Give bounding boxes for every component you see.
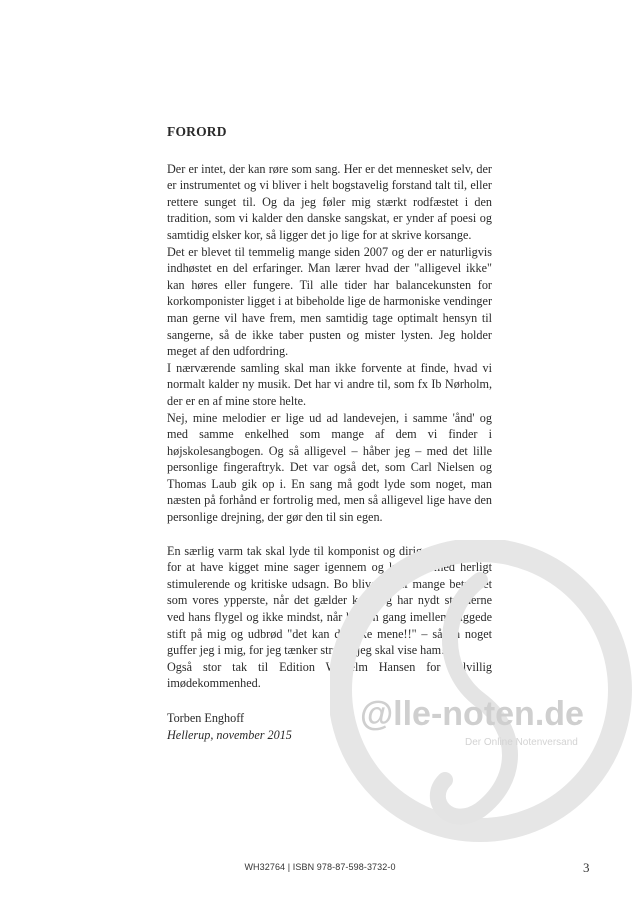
paragraph-2: Det er blevet til temmelig mange siden 2007 og der er naturligvis indhøstet en del erfaringer. Man lærer hvad der "alligevel ikke" kan høres eller fungere. Til alle tider har balancekunsten for korkomponister ligget i at bibeholde lige de harmoniske vendinger man gerne vil have frem, men samtidig tage optimalt hensyn til sangerne, så de ikke taber pusten og mister lysten. Jeg holder meget af den udfordring. [167,244,492,359]
paragraph-3: I nærværende samling skal man ikke forvente at finde, hvad vi normalt kalder ny musik. Det har vi andre til, som fx Ib Nørholm, der er en af mine store helte. [167,360,492,408]
signature-block [167,710,492,743]
watermark-tagline: Der Online Notenversand [465,737,578,748]
page-title: FORORD [167,124,227,139]
signature-place-date: Hellerup, november 2015 [167,727,292,742]
watermark-text: @lle-noten.de [360,695,584,733]
paragraph-gap [167,526,492,543]
paragraph-5: En særlig varm tak skal lyde til komponist og dirigent Bo Holten for at have kigget mine sager igennem og kommet med herligt stimulerende og kritiske udsagn. Bo bliver jo af mange betragtet som vores ypperste, når det gælder kor. Jeg har nydt stunderne ved hans flygel og ikke mindst, når han en gang imellem kiggede stift på mig og udbrød "det kan du ikke mene!!" – sådan noget guffer jeg i mig, for jeg tænker straks "jeg skal vise ham!". [167,543,492,658]
page-number: 3 [583,860,590,875]
footer-isbn: WH32764 | ISBN 978-87-598-3732-0 [244,862,396,872]
foreword-body [167,124,492,743]
paragraph-4: Nej, mine melodier er lige ud ad landevejen, i samme 'ånd' og med samme enkelhed som mange af dem vi finder i højskolesangbogen. Og så alligevel – håber jeg – med det lille personlige fingeraftryk. Det var også det, som Carl Nielsen og Thomas Laub gik op i. En sang må godt lyde som noget, man næsten på forhånd er fortrolig med, men så alligevel lige have den personlige drejning, der gør den til sin egen. [167,410,492,525]
paragraph-1: Der er intet, der kan røre som sang. Her er det mennesket selv, der er instrumentet og vi bliver i helt bogstavelig forstand talt til, eller rettere sunget til. Og da jeg føler mig stærkt rodfæstet i den tradition, som vi kalder den danske sangskat, er ynder af poesi og samtidig elsker kor, så ligger det jo lige for at skrive korsange. [167,161,492,242]
paragraph-6: Også stor tak til Edition Wilhelm Hansen for velvillig imødekommenhed. [167,659,492,691]
signature-name: Torben Enghoff [167,711,245,725]
